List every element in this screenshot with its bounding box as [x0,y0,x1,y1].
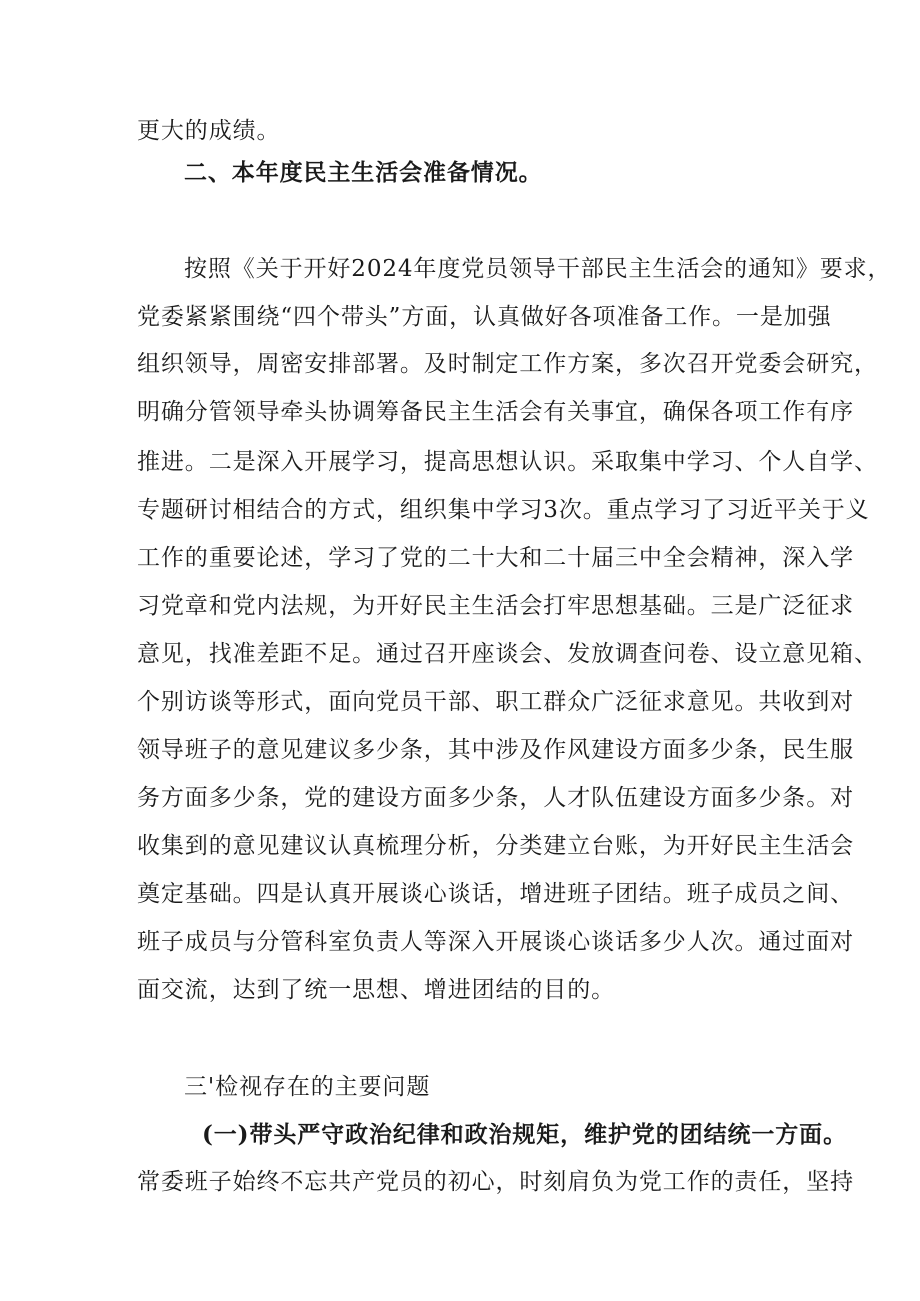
paragraph-line: 面交流，达到了统一思想、增进团结的目的。 [137,977,615,1003]
paragraph-line: 组织领导，周密安排部署。及时制定工作方案，多次召开党委会研究， [137,351,878,377]
paragraph-line: 推进。二是深入开展学习，提高思想认识。采取集中学习、个人自学、 [137,449,878,475]
section-2-heading: 二、本年度民主生活会准备情况。 [184,159,543,186]
section-3-subheading: (一)带头严守政治纪律和政治规矩，维护党的团结统一方面。 [202,1121,847,1148]
paragraph-line: 个别访谈等形式，面向党员干部、职工群众广泛征求意见。共收到对 [137,689,854,715]
paragraph-line: 领导班子的意见建议多少条，其中涉及作风建设方面多少条，民生服 [137,737,854,763]
section-3-heading: 三'检视存在的主要问题 [184,1074,431,1100]
intro-tail-line: 更大的成绩。 [137,118,281,144]
paragraph-line: 意见，找准差距不足。通过召开座谈会、发放调查问卷、设立意见箱、 [137,641,878,667]
paragraph-line: 务方面多少条，党的建设方面多少条，人才队伍建设方面多少条。对 [137,785,854,811]
paragraph-line: 班子成员与分管科室负责人等深入开展谈心谈话多少人次。通过面对 [137,929,854,955]
paragraph-line: 明确分管领导牵头协调筹备民主生活会有关事宜，确保各项工作有序 [137,399,854,425]
paragraph-line: 工作的重要论述，学习了党的二十大和二十届三中全会精神，深入学 [137,545,854,571]
paragraph-line: 按照《关于开好2024年度党员领导干部民主生活会的通知》要求， [184,256,892,282]
paragraph-line: 习党章和党内法规，为开好民主生活会打牢思想基础。三是广泛征求 [137,593,854,619]
paragraph-line: 常委班子始终不忘共产党员的初心，时刻肩负为党工作的责任，坚持 [137,1169,854,1195]
paragraph-line: 奠定基础。四是认真开展谈心谈话，增进班子团结。班子成员之间、 [137,881,854,907]
paragraph-line: 党委紧紧围绕“四个带头”方面，认真做好各项准备工作。一是加强 [137,304,832,330]
paragraph-line: 收集到的意见建议认真梳理分析，分类建立台账，为开好民主生活会 [137,833,854,859]
paragraph-line: 专题研讨相结合的方式，组织集中学习3次。重点学习了习近平关于义 [137,497,870,523]
